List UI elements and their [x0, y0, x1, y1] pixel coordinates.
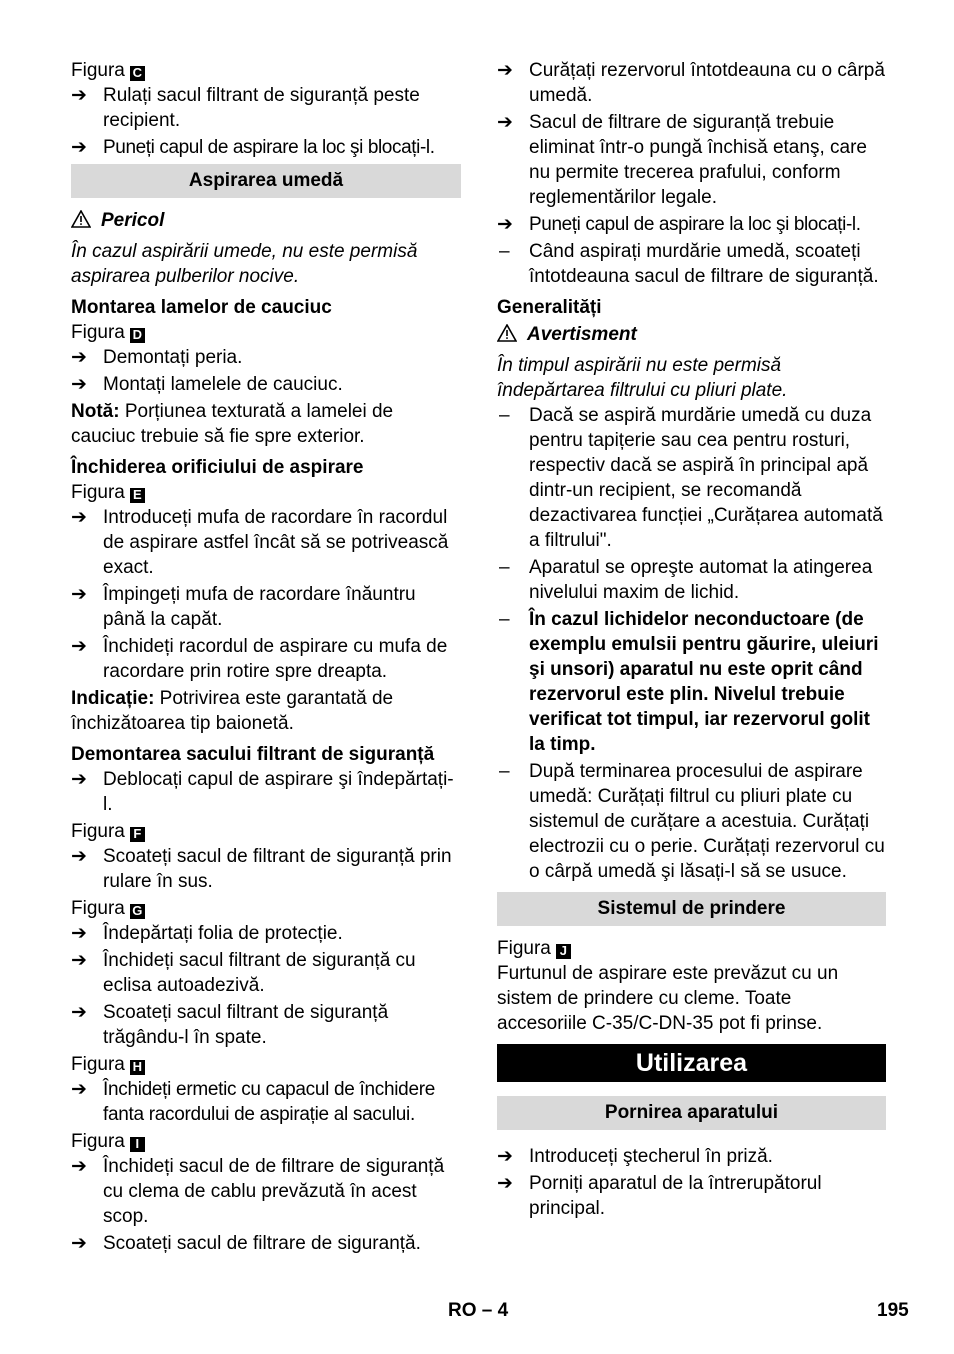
subheading-generalitati: Generalități: [497, 297, 602, 318]
figure-ref: Figura E: [71, 480, 461, 505]
figure-ref: Figura C: [71, 58, 461, 83]
dash-item: – Când aspirați murdărie umedă, scoateți întotdeauna sacul de filtrare de siguranță.: [499, 241, 879, 287]
arrow-icon: ➔: [71, 923, 87, 944]
dash-item: – Aparatul se opreşte automat la atingerea nivelului maxim de lichid.: [499, 557, 873, 603]
step: ➔ Deblocați capul de aspirare şi îndepărtați-l.: [71, 769, 454, 815]
step: ➔ Montați lamelele de cauciuc.: [71, 374, 343, 395]
step: ➔ Introduceți mufa de racordare în racordul de aspirare astfel încât să se potrivească exact.: [71, 507, 449, 578]
figure-letter: F: [130, 827, 145, 842]
step: ➔ Închideți ermetic cu capacul de închidere fanta racordului de aspirație al sacului.: [71, 1079, 436, 1125]
arrow-icon: ➔: [497, 1173, 513, 1194]
arrow-icon: ➔: [71, 1156, 87, 1177]
dash-bullet: –: [499, 609, 510, 630]
step: ➔ Puneți capul de aspirare la loc şi blocați-l.: [497, 214, 861, 235]
warning-text: În timpul aspirării nu este permisă îndepărtarea filtrului cu pliuri plate.: [497, 355, 788, 401]
arrow-icon: ➔: [71, 137, 87, 158]
warning-triangle-icon: [497, 324, 517, 342]
sistem-text: Furtunul de aspirare este prevăzut cu un sistem de prindere cu cleme. Toate accesoriile C-35/C-DN-35 pot fi prinse.: [497, 963, 839, 1034]
arrow-icon: ➔: [71, 584, 87, 605]
danger-text: În cazul aspirării umede, nu este permisă aspirarea pulberilor nocive.: [71, 241, 418, 287]
step: ➔ Închideți sacul de de filtrare de siguranță cu clema de cablu prevăzută în acest scop.: [71, 1156, 445, 1227]
step: ➔ Sacul de filtrare de siguranță trebuie eliminat într-o pungă închisă etanş, care nu permite trecerea prafului, conform reglementărilor legale.: [497, 112, 867, 208]
dash-item: – După terminarea procesului de aspirare umedă: Curățați filtrul cu pliuri plate cu sistemul de curățare a acestuia. Curățați electrozii cu o perie. Curățați rezervorul cu o cârpă umedă şi lăsați-l să se usuce.: [499, 761, 885, 882]
figure-letter: E: [130, 488, 145, 503]
step: ➔ Curățați rezervorul întotdeauna cu o cârpă umedă.: [497, 60, 885, 106]
arrow-icon: ➔: [71, 374, 87, 395]
arrow-icon: ➔: [71, 85, 87, 106]
note-paragraph: Notă: Porțiunea texturată a lamelei de cauciuc trebuie să fie spre exterior.: [71, 401, 394, 447]
dash-bullet: –: [499, 761, 510, 782]
step: ➔ Închideți sacul filtrant de siguranță cu eclisa autoadezivă.: [71, 950, 416, 996]
right-column: [497, 58, 886, 1223]
step: ➔ Demontați peria.: [71, 347, 243, 368]
figure-letter: G: [130, 904, 145, 919]
figure-ref: Figura I: [71, 1129, 461, 1154]
arrow-icon: ➔: [71, 846, 87, 867]
figure-ref: Figura D: [71, 320, 461, 345]
subheading-inchiderea: Închiderea orificiului de aspirare: [71, 457, 364, 478]
arrow-icon: ➔: [71, 1079, 87, 1100]
step: ➔ Închideți racordul de aspirare cu mufa de racordare prin rotire spre dreapta.: [71, 636, 448, 682]
dash-item: – Dacă se aspiră murdărie umedă cu duza pentru tapițerie sau cea pentru rosturi, respectiv dacă se aspiră în principal apă dintr-un recipient, se recomandă dezactivarea funcției „Curățarea automată a filtrului".: [499, 405, 883, 551]
arrow-icon: ➔: [71, 1233, 87, 1254]
arrow-icon: ➔: [71, 636, 87, 657]
step: ➔ Introduceți ştecherul în priză.: [497, 1146, 773, 1167]
warning-triangle-icon: [71, 210, 91, 228]
step: ➔ Porniți aparatul de la întrerupătorul principal.: [497, 1173, 822, 1219]
hint-paragraph: Indicație: Potrivirea este garantată de închizătoarea tip baionetă.: [71, 688, 394, 734]
arrow-icon: ➔: [71, 1002, 87, 1023]
subheading-demontarea: Demontarea sacului filtrant de siguranță: [71, 744, 435, 765]
arrow-icon: ➔: [497, 112, 513, 133]
arrow-icon: ➔: [71, 769, 87, 790]
figure-ref: Figura H: [71, 1052, 461, 1077]
figure-letter: I: [130, 1137, 145, 1152]
chapter-heading-utilizarea: Utilizarea: [497, 1044, 886, 1082]
figure-ref: Figura J: [497, 936, 886, 961]
dash-item: – În cazul lichidelor neconductoare (de exemplu emulsii pentru găurire, uleiuri şi unsori) aparatul nu este oprit când rezervorul este plin. Nivelul trebuie verificat tot timpul, iar rezervorul golit la timp.: [499, 609, 879, 755]
dash-bullet: –: [499, 405, 510, 426]
arrow-icon: ➔: [497, 214, 513, 235]
step: ➔ Îndepărtați folia de protecție.: [71, 923, 343, 944]
subheading-montarea: Montarea lamelor de cauciuc: [71, 297, 332, 318]
arrow-icon: ➔: [497, 60, 513, 81]
danger-label: Pericol: [71, 208, 461, 233]
left-column: [71, 58, 461, 1258]
figure-letter: H: [130, 1060, 145, 1075]
figure-letter: D: [130, 328, 145, 343]
step: ➔ Scoateți sacul filtrant de siguranță trăgându-l în spate.: [71, 1002, 389, 1048]
arrow-icon: ➔: [71, 950, 87, 971]
step: ➔ Puneți capul de aspirare la loc şi blocați-l.: [71, 137, 435, 158]
arrow-icon: ➔: [497, 1146, 513, 1167]
step: ➔ Împingeți mufa de racordare înăuntru până la capăt.: [71, 584, 416, 630]
figure-letter: C: [130, 66, 145, 81]
step: ➔ Scoateți sacul de filtrare de siguranță.: [71, 1233, 421, 1254]
footer-section-label: RO – 4: [448, 1300, 509, 1321]
figure-ref: Figura F: [71, 819, 461, 844]
figure-letter: J: [556, 944, 571, 959]
section-heading-pornirea: Pornirea aparatului: [497, 1096, 886, 1130]
step: ➔ Scoateți sacul de filtrant de siguranță prin rulare în sus.: [71, 846, 452, 892]
step: ➔ Rulați sacul filtrant de siguranță peste recipient.: [71, 85, 420, 131]
dash-bullet: –: [499, 241, 510, 262]
figure-ref: Figura G: [71, 896, 461, 921]
dash-bullet: –: [499, 557, 510, 578]
section-heading-sistemul: Sistemul de prindere: [497, 892, 886, 926]
arrow-icon: ➔: [71, 347, 87, 368]
arrow-icon: ➔: [71, 507, 87, 528]
section-heading-aspirarea-umeda: Aspirarea umedă: [71, 164, 461, 198]
page-number: 195: [877, 1300, 909, 1321]
warning-label: Avertisment: [497, 322, 886, 347]
